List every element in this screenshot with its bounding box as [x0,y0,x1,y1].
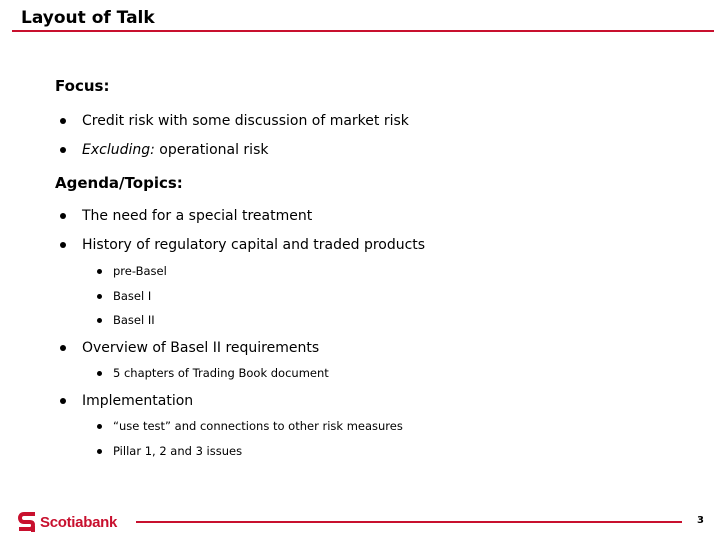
agenda-subitem-text: pre-Basel [113,264,167,278]
bullet-icon [97,424,102,429]
bullet-icon [60,242,66,248]
agenda-heading: Agenda/Topics: [55,174,183,192]
bullet-icon [97,318,102,323]
agenda-subitem-text: Pillar 1, 2 and 3 issues [113,444,243,458]
focus-item-prefix: Excluding: [82,142,155,158]
bullet-icon [60,147,66,153]
agenda-item-text: Implementation [82,393,194,409]
agenda-item-text: The need for a special treatment [82,208,313,224]
agenda-subitem [97,313,155,327]
agenda-subitem-text: “use test” and connections to other risk measures [113,419,403,433]
focus-heading: Focus: [55,77,110,95]
page-number: 3 [697,515,704,526]
bullet-icon [60,118,66,124]
agenda-subitem-text: Basel I [113,289,152,303]
agenda-item-text: Overview of Basel II requirements [82,340,320,356]
bullet-icon [60,345,66,351]
agenda-item-2 [60,237,425,253]
focus-item-text: Credit risk with some discussion of market risk [82,113,409,129]
bullet-icon [97,294,102,299]
bullet-icon [97,371,102,376]
bullet-icon [97,449,102,454]
logo-text: Scotiabank [40,513,118,531]
bullet-icon [97,269,102,274]
agenda-item-4 [60,393,193,409]
agenda-item-text: History of regulatory capital and traded products [82,237,426,253]
focus-item-2 [60,142,268,158]
focus-item-1 [60,113,409,129]
agenda-item-3 [60,340,319,356]
slide-title: Layout of Talk [21,8,155,28]
footer-divider [136,521,682,523]
agenda-subitem [97,289,151,303]
title-divider [12,30,714,32]
bullet-icon [60,398,66,404]
agenda-item-1 [60,208,312,224]
scotiabank-s-icon [18,511,36,533]
bullet-icon [60,213,66,219]
agenda-subitem [97,444,242,458]
agenda-subitem-text: Basel II [113,313,155,327]
agenda-subitem [97,264,167,278]
agenda-subitem [97,419,403,433]
focus-item-text: operational risk [154,142,269,158]
agenda-subitem-text: 5 chapters of Trading Book document [113,366,329,380]
agenda-subitem [97,366,329,380]
scotiabank-logo [18,511,117,533]
